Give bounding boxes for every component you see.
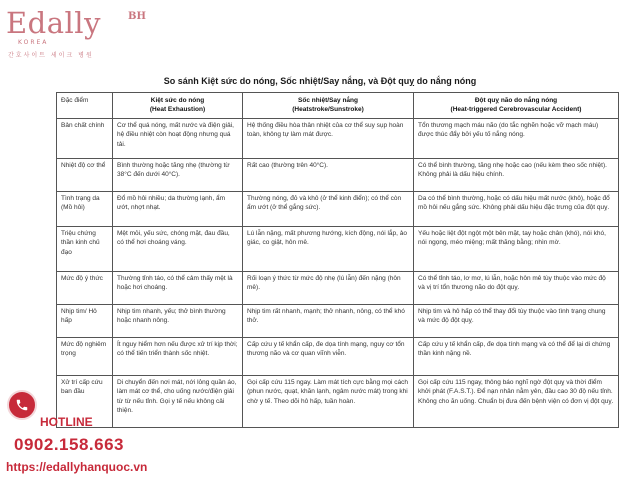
table-cell: Thường nóng, đỏ và khô (ở thể kinh điển); có thể còn ẩm ướt (ở thể gắng sức). (243, 191, 414, 226)
row-label: Mức độ nghiêm trọng (57, 337, 113, 375)
table-cell: Có thể tỉnh táo, lơ mơ, lú lẫn, hoặc hôn mê tùy thuộc vào mức độ và vị trí tổn thương não do đột quỵ. (414, 271, 619, 304)
brand-country: KOREA (18, 39, 49, 46)
page-title: So sánh Kiệt sức do nóng, Sốc nhiệt/Say nắng, và Đột quỵ do nắng nóng (163, 76, 477, 86)
table-row (57, 158, 619, 191)
hotline-phone[interactable]: 0902.158.663 (14, 435, 124, 454)
hotline-label: HOTLINE (40, 415, 93, 429)
table-cell: Rối loạn ý thức từ mức độ nhẹ (lú lẫn) đến nặng (hôn mê). (243, 271, 414, 304)
table-cell: Có thể bình thường, tăng nhẹ hoặc cao (nếu kèm theo sốc nhiệt). Không phải là dấu hiệu chính. (414, 158, 619, 191)
website-link[interactable]: https://edallyhanquoc.vn (6, 460, 148, 474)
row-label: Mức độ ý thức (57, 271, 113, 304)
table-cell: Gọi cấp cứu 115 ngay. Làm mát tích cực bằng mọi cách (phun nước, quạt, khăn lạnh, ngâm nước mát) trong khi chờ y tế. Theo dõi hô hấp, tuần hoàn. (243, 375, 414, 427)
comparison-table (56, 92, 619, 428)
table-cell: Cấp cứu y tế khẩn cấp, đe dọa tính mạng, nguy cơ tổn thương não và cơ quan viĩnh viễn. (243, 337, 414, 375)
table-row (57, 118, 619, 158)
table-cell: Rất cao (thường trên 40°C). (243, 158, 414, 191)
row-label: Nhiệt độ cơ thể (57, 158, 113, 191)
phone-icon[interactable] (7, 390, 37, 420)
table-cell: Hệ thống điều hòa thân nhiệt của cơ thể suy sụp hoàn toàn, không tự làm mát được. (243, 118, 414, 158)
row-label: Tình trạng da (Mồ hôi) (57, 191, 113, 226)
table-cell: Tổn thương mạch máu não (do tắc nghẽn hoặc vỡ mạch máu) được thúc đẩy bởi yếu tố nắng nóng. (414, 118, 619, 158)
brand-name: Edally (6, 6, 101, 40)
row-label: Nhịp tim/ Hô hấp (57, 304, 113, 337)
table-cell: Nhịp tim rất nhanh, mạnh; thở nhanh, nông, có thể khó thở. (243, 304, 414, 337)
table-cell: Bình thường hoặc tăng nhẹ (thường từ 38°C đến dưới 40°C). (113, 158, 243, 191)
table-row (57, 304, 619, 337)
table-row (57, 271, 619, 304)
table-row (57, 191, 619, 226)
header-feature: Đặc điểm (57, 93, 113, 119)
table-cell: Di chuyển đến nơi mát, nới lỏng quần áo, làm mát cơ thể, cho uống nước/điện giải từ từ nếu tỉnh. Gọi y tế nếu không cải thiện. (113, 375, 243, 427)
table-cell: Thường tỉnh táo, có thể cảm thấy mệt là hoặc hơi choáng. (113, 271, 243, 304)
table-cell: Cấp cứu y tế khẩn cấp, đe dọa tính mạng và có thể để lại di chứng thần kinh nặng nề. (414, 337, 619, 375)
row-label: Bản chất chính (57, 118, 113, 158)
table-header-row (57, 93, 619, 119)
table-cell: Da có thể bình thường, hoặc có dấu hiệu mất nước (khô), hoặc đổ mồ hôi nếu gắng sức. Không phải dấu hiệu đặc trưng của đột quỵ. (414, 191, 619, 226)
row-label: Triệu chứng thần kinh chủ đạo (57, 226, 113, 271)
table-cell: Đổ mồ hôi nhiều; da thường lạnh, ẩm ướt, nhợt nhạt. (113, 191, 243, 226)
table-cell: Gọi cấp cứu 115 ngay, thông báo nghĩ ngờ đột quỵ và thời điểm khởi phát (F.A.S.T.). Để nạn nhân nằm yên, đầu cao 30 độ nếu tỉnh. Không cho ăn uống. Chuẩn bị đưa đến bệnh viện có đơn vị đột quỵ. (414, 375, 619, 427)
table-cell: Yếu hoặc liệt đột ngột một bên mặt, tay hoặc chân (khó), nói khó, nói ngọng, méo miệng; mất thăng bằng; nhìn mờ. (414, 226, 619, 271)
table-cell: Cơ thể quá nóng, mất nước và điện giải, hệ điều nhiệt còn hoạt động nhưng quá tải. (113, 118, 243, 158)
phone-glyph-icon (15, 398, 29, 412)
brand-suffix: BH (128, 11, 146, 22)
table-cell: Ít nguy hiểm hơn nếu được xử trí kịp thời; có thể tiến triển thành sốc nhiệt. (113, 337, 243, 375)
table-cell: Mệt mỏi, yếu sức, chóng mặt, đau đầu, có thể hơi choáng váng. (113, 226, 243, 271)
header-heat-exhaustion: Kiệt sức do nóng (Heat Exhaustion) (113, 93, 243, 119)
table-cell: Nhịp tim nhanh, yếu; thở bình thường hoặc nhanh nông. (113, 304, 243, 337)
brand-tagline: 간호사이트 세이크 병원 (8, 52, 94, 59)
table-cell: Lú lẫn nặng, mất phương hướng, kích động, nói lắp, ảo giác, co giật, hôn mê. (243, 226, 414, 271)
header-heat-stroke-brain: Đột quỵ não do nắng nóng (Heat-triggered Cerebrovascular Accident) (414, 93, 619, 119)
brand-logo (6, 6, 146, 62)
table-row (57, 337, 619, 375)
header-heatstroke: Sốc nhiệt/Say nắng (Heatstroke/Sunstroke) (243, 93, 414, 119)
table-cell: Nhịp tim và hô hấp có thể thay đổi tùy thuộc vào tình trạng chung và mức độ đột quỵ. (414, 304, 619, 337)
table-row (57, 375, 619, 427)
table-row (57, 226, 619, 271)
row-label: Xử trí cấp cứu ban đầu (57, 375, 113, 427)
